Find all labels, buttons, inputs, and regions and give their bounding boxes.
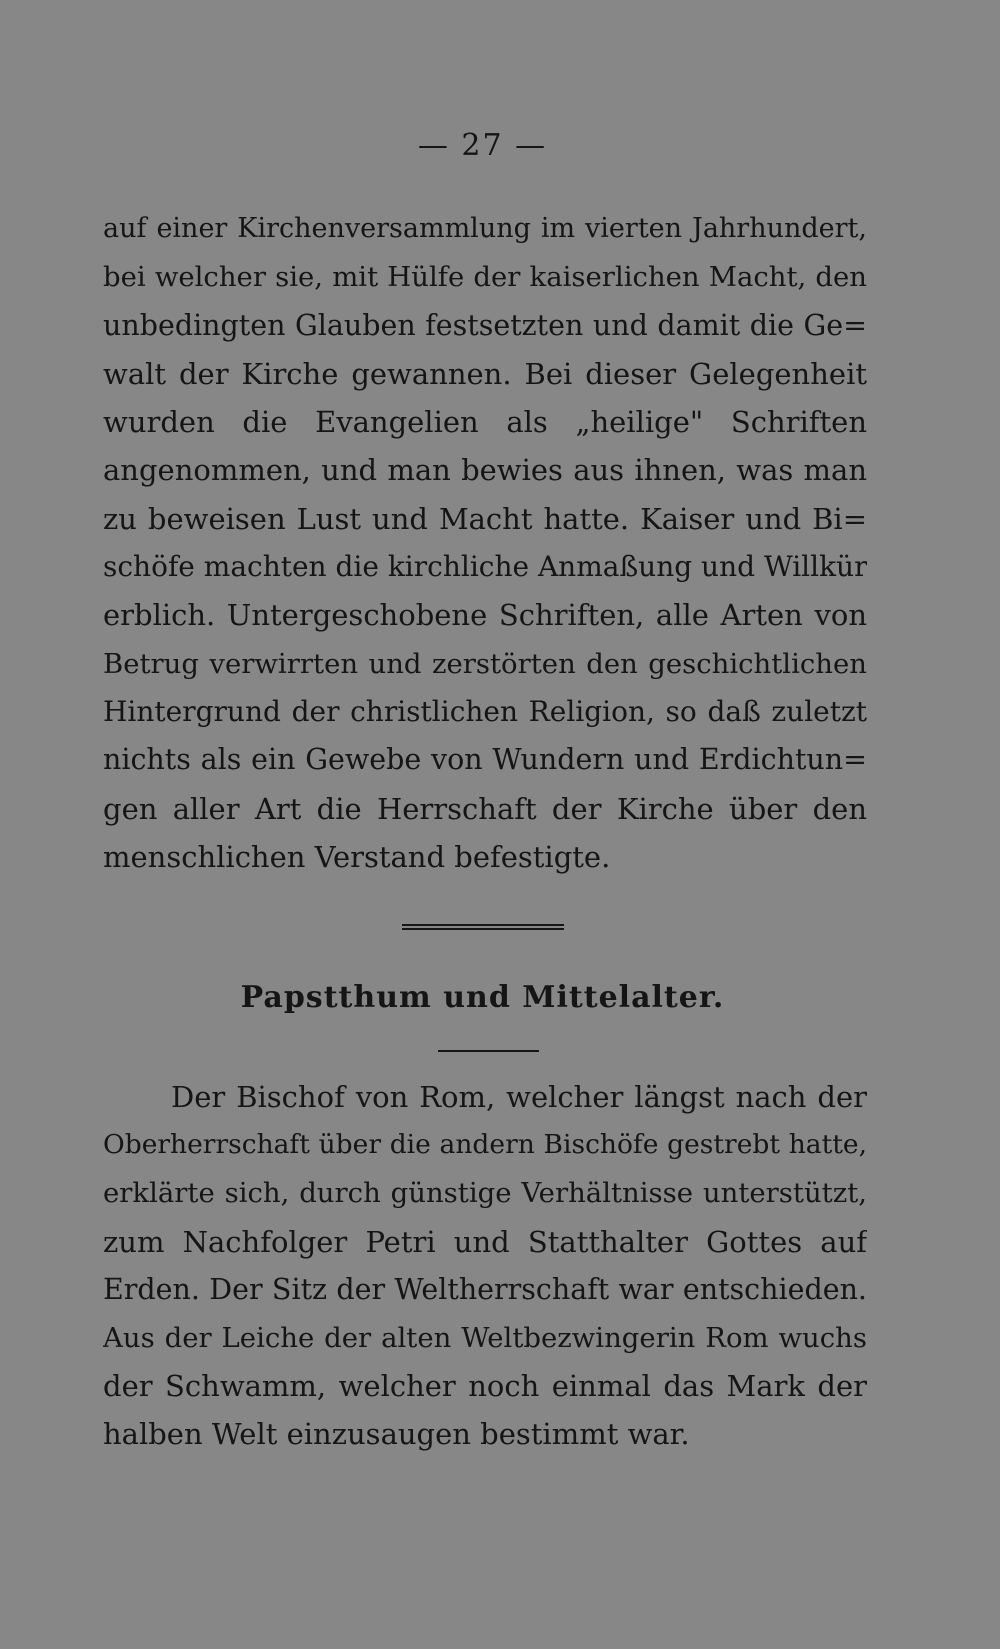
text-line: Aus der Leiche der alten Weltbezwingerin Rom wuchs (103, 1321, 867, 1354)
text-line: walt der Kirche gewannen. Bei dieser Gelegenheit (103, 356, 867, 391)
text-line: zu beweisen Lust und Macht hatte. Kaiser und Bi= (103, 501, 867, 536)
text-line: erklärte sich, durch günstige Verhältnisse unterstützt, (103, 1177, 867, 1210)
text-line: Betrug verwirrten und zerstörten den geschichtlichen (103, 647, 867, 680)
text-line: Hintergrund der christlichen Religion, so daß zuletzt (103, 694, 867, 728)
text-line: unbedingten Glauben festsetzten und damit die Ge= (103, 308, 867, 342)
text-line: schöfe machten die kirchliche Anmaßung und Willkür (103, 550, 867, 584)
heading-underline-rule (438, 1050, 539, 1052)
text-line: zum Nachfolger Petri und Statthalter Gottes auf (103, 1224, 867, 1259)
section-heading: Papstthum und Mittelalter. (240, 980, 725, 1015)
text-line: menschlichen Verstand befestigte. (103, 839, 611, 874)
section-divider-double-rule (402, 924, 564, 930)
text-line: auf einer Kirchenversammlung im vierten Jahrhundert, (103, 213, 867, 244)
paragraph-continuation (103, 205, 867, 881)
text-line: gen aller Art die Herrschaft der Kirche über den (103, 791, 867, 826)
text-line: der Schwamm, welcher noch einmal das Mark der (103, 1369, 867, 1404)
text-line: angenommen, und man bewies aus ihnen, was man (103, 453, 867, 488)
page-number: — 27 — (417, 128, 548, 163)
text-line: Der Bischof von Rom, welcher längst nach der (171, 1080, 867, 1114)
text-line: bei welcher sie, mit Hülfe der kaiserlichen Macht, den (103, 261, 867, 294)
text-line: halben Welt einzusaugen bestimmt war. (103, 1417, 690, 1452)
text-line: wurden die Evangelien als „heilige" Schriften (103, 405, 867, 440)
text-line: Erden. Der Sitz der Weltherrschaft war entschieden. (103, 1272, 867, 1306)
text-line: Oberherrschaft über die andern Bischöfe gestrebt hatte, (103, 1129, 867, 1161)
text-line: nichts als ein Gewebe von Wundern und Erdichtun= (103, 743, 867, 777)
text-line: erblich. Untergeschobene Schriften, alle Arten von (103, 598, 867, 633)
paragraph-papacy (103, 1073, 867, 1459)
